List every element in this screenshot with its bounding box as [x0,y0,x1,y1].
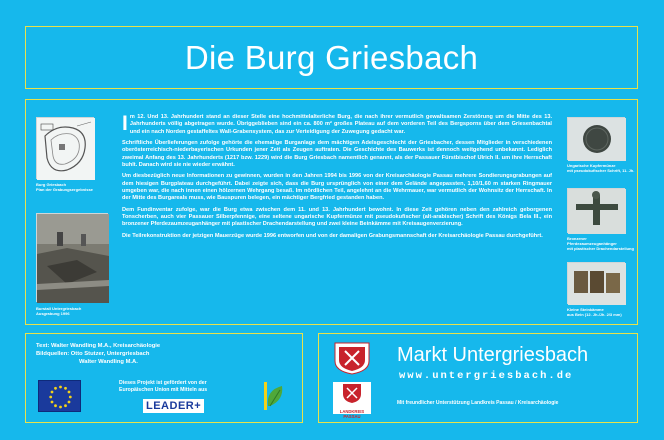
market-panel [318,333,638,423]
leaf-icon [262,380,288,412]
image-credit-2: Walter Wandling M.A. [79,359,138,365]
market-crest [333,341,371,375]
credits-panel [25,333,303,423]
market-support-text: Mit freundlicher Unterstützung Landkreis Passau / Kreisarchäologie [397,400,559,406]
article-paragraph: Um diesbezüglich neue Informationen zu gewinnen, wurden in den Jahren 1994 bis 1996 von der Kreisarchäologie Passau mehrere Sondierungsgrabungen auf dem hiesigen Burgplateau durchgeführt. Dabei zeigte sich, dass die Burg ursprünglich von einer dem Gelände angepassten, 1,10/1,60 m starken Ringmauer umgeben war, die nach innen einen hölzernen Wehrgang besaß. Im nördlichen Teil, angelehnt an die Wehrmauer, war vermutlich der Wohnsitz der Herrschaft. In der Mitte des Burgareals muss, wie Bauspuren belegen, ein mächtiger Bergfried gestanden haben. [122,173,552,202]
coin-caption: Ungarische Kupfermünze mit pseudokufischer Schrift, 11. Jh. [567,163,635,173]
article-paragraph: Die Teilrekonstruktion der jetzigen Mauerzüge wurde 1996 entworfen und von der damaligen Grabungsmannschaft der Kreisarchäologie Passau durchgeführt. [122,232,543,239]
excavation-drawing [37,214,109,303]
eu-flag-logo [38,380,81,412]
combs-photo [567,262,625,304]
crest-icon [333,341,371,375]
pendant-photo [567,188,625,233]
leader-logo [143,399,204,413]
coin-drawing [568,118,626,161]
leader-label: LEADER+ [146,400,202,412]
eu-stars-icon [39,381,82,413]
main-panel [25,99,638,325]
image-credit: Bildquellen: Otto Stutzer, Untergriesbach [36,351,150,357]
landkreis-crest-icon [333,382,371,404]
title-panel [25,26,638,89]
eu-funding-text: Dieses Projekt ist gefördert von der Europäischen Union mit Mitteln aus [119,380,208,393]
excavation-photo [36,213,108,302]
plan-caption: Burg Griesbach Plan der Grabungsergebnisse [36,182,93,192]
plan-image [36,117,94,179]
landkreis-logo [333,382,371,419]
article-paragraph [122,114,552,136]
article-paragraph: Dem Fundinventar zufolge, war die Burg etwa zwischen dem 11. und 13. Jahrhundert bewohnt. In diese Zeit gehören neben den zahlreich geborgenen Tonscherben, auch vier Passauer Silberpfennige, eine seltene ungarische Kupfermünze mit pseudokufischer (alt-arabischer) Schrift des Königs Bela III., ein bronzener Pferdezaumzeuganhänger mit plastischer Drachendarstellung und zwei kleine Beinkämme mit Kreisaugenverzierung. [122,206,552,228]
excavation-caption: Burstall Untergriesbach Ausgrabung 1996 [36,306,82,316]
text-credit: Text: Walter Wandling M.A., Kreisarchäologie [36,343,161,349]
landkreis-label: LANDKREIS PASSAU [339,409,365,419]
article-paragraph: Schriftliche Überlieferungen zufolge gehörte die ehemalige Burganlage dem mächtigen Adelsgeschlecht der Griesbacher, dessen Mitglieder in verschiedenen oberösterreichisch-niederbayerischen Urkunden jener Zeit als Zeugen auftraten. Die Geschichte des Bauwerks ist dennoch weitgehend unbekannt. Lediglich zweimal Anfang des 13. Jahrhunderts (1217 bzw. 1229) wird die Burg Griesbach namentlich genannt, als der Passauer Fürstbischof Ulrich II. um ihre Herrschaft buhlt. Danach wird sie nie wieder erwähnt. [122,140,552,168]
combs-drawing [568,263,626,305]
plan-drawing [37,118,95,180]
coin-photo [567,117,625,160]
market-url-link[interactable]: www.untergriesbach.de [399,370,574,382]
leader-emblem [262,380,288,412]
paragraph-text-1: m 12. Und 13. Jahrhundert stand an dieser Stelle eine hochmittelalterliche Burg, die nach ihrer vermutlich gewaltsamen Zerstörung um die Mitte des 13. Jahrhunderts völlig abgetragen wurde. Übriggeblieben sind ein ca. 800 m² großes Plateau auf dem vorderen Teil des Bergsporns über dem Griesenbachtal und ein nach Norden gestaffeltes Wall-Grabensystem, das zur Verteidigung der Zuwegung gedacht war. [129,114,552,135]
pendant-caption: Bronzener Pferdezaumzeuganhänger mit plastischer Drachendarstellung [567,236,634,251]
combs-caption: Kleine Steinkämme aus Bein (12. Jh./Jh. 2/3 mm) [567,307,622,317]
market-name: Markt Untergriesbach [397,344,589,366]
article-text [122,114,552,244]
pendant-drawing [568,189,626,234]
page-title: Die Burg Griesbach [184,38,479,76]
drop-cap: I [122,112,128,135]
